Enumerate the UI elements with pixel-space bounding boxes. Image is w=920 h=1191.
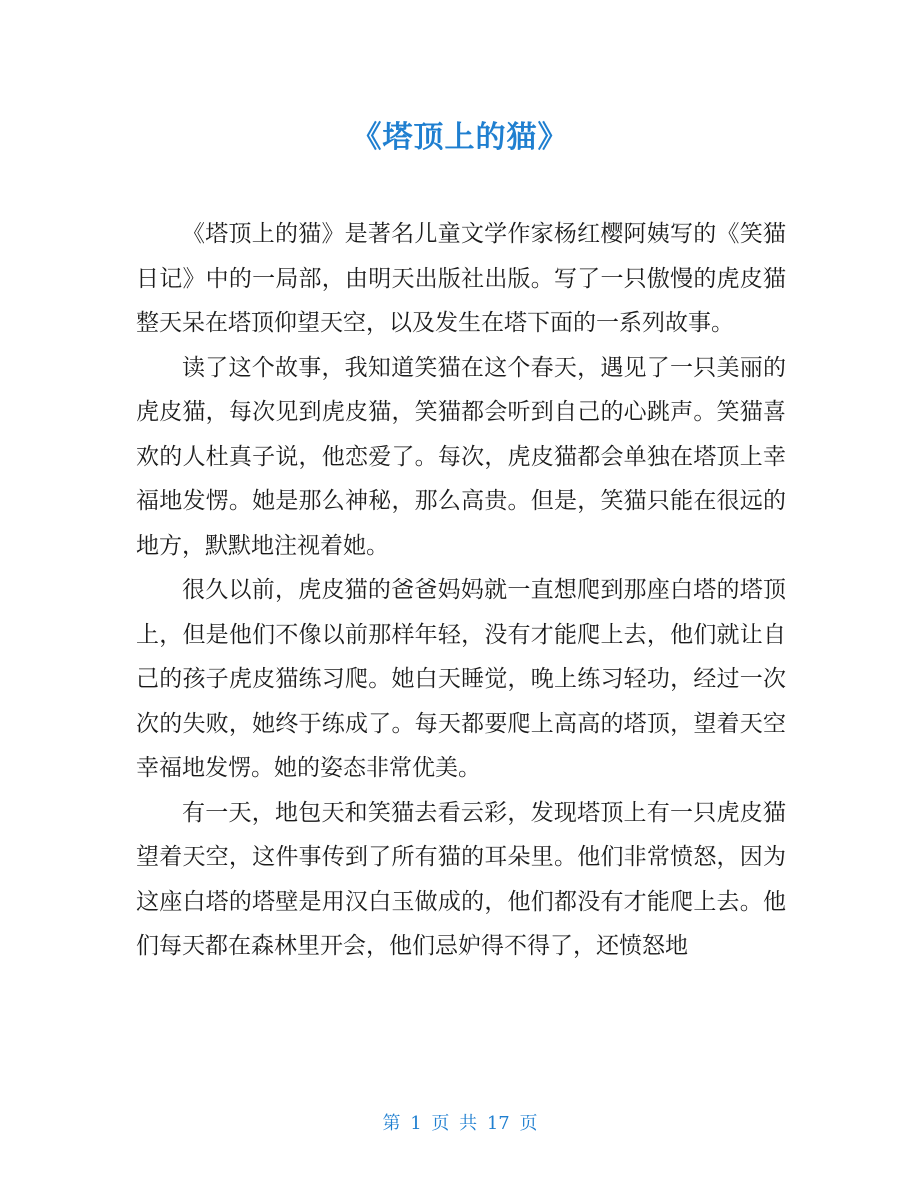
page-footer: 第 1 页 共 17 页: [382, 1113, 538, 1134]
paragraph: 有一天，地包天和笑猫去看云彩，发现塔顶上有一只虎皮猫望着天空，这件事传到了所有猫的耳朵里。他们非常愤怒，因为这座白塔的塔壁是用汉白玉做成的，他们都没有才能爬上去。他们每天都在森林里开会，他们忌妒得不得了，还愤怒地: [136, 799, 786, 959]
document-title: 《塔顶上的猫》: [351, 120, 569, 155]
paragraph: 《塔顶上的猫》是著名儿童文学作家杨红樱阿姨写的《笑猫日记》中的一局部，由明天出版社出版。写了一只傲慢的虎皮猫整天呆在塔顶仰望天空，以及发生在塔下面的一系列故事。: [136, 221, 786, 336]
document-body: [136, 212, 786, 969]
paragraph: 很久以前，虎皮猫的爸爸妈妈就一直想爬到那座白塔的塔顶上，但是他们不像以前那样年轻，没有才能爬上去，他们就让自己的孩子虎皮猫练习爬。她白天睡觉，晚上练习轻功，经过一次次的失败，她终于练成了。每天都要爬上高高的塔顶，望着天空幸福地发愣。她的姿态非常优美。: [136, 577, 786, 781]
paragraph: 读了这个故事，我知道笑猫在这个春天，遇见了一只美丽的虎皮猫，每次见到虎皮猫，笑猫都会听到自己的心跳声。笑猫喜欢的人杜真子说，他恋爱了。每次，虎皮猫都会单独在塔顶上幸福地发愣。她是那么神秘，那么高贵。但是，笑猫只能在很远的地方，默默地注视着她。: [136, 354, 786, 559]
